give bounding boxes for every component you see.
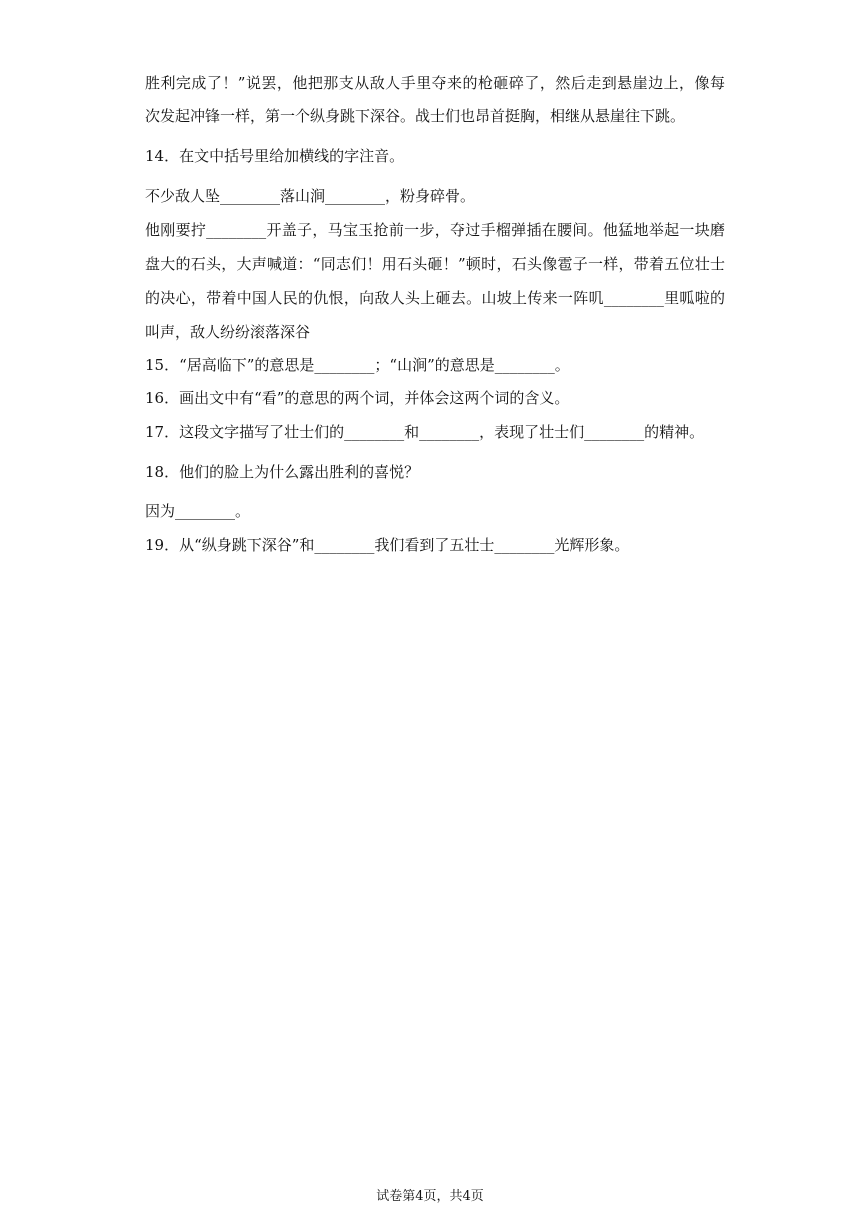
passage-line-2: 次发起冲锋一样，第一个纵身跳下深谷。战士们也昂首挺胸，相继从悬崖往下跳。 (145, 107, 686, 125)
question-16: 16．画出文中有“看”的意思的两个词，并体会这两个词的含义。 (145, 389, 570, 407)
passage-line-1: 胜利完成了！”说罢，他把那支从敌人手里夺来的枪砸碎了，然后走到悬崖边上，像每 (145, 74, 725, 92)
question-17: 17．这段文字描写了壮士们的________和________，表现了壮士们________的精神。 (145, 423, 705, 441)
question-14-sentence-2: 他刚要拧________开盖子，马宝玉抢前一步，夺过手榴弹插在腰间。他猛地举起一块磨 (145, 221, 725, 239)
question-14-sentence-1: 不少敌人坠________落山涧________，粉身碎骨。 (145, 187, 476, 205)
question-15: 15．“居高临下”的意思是________；“山涧”的意思是________。 (145, 356, 570, 374)
question-14-sentence-5: 叫声，敌人纷纷滚落深谷 (145, 323, 311, 341)
question-14-stem: 14．在文中括号里给加横线的字注音。 (145, 147, 405, 165)
page-footer: 试卷第4页，共4页 (376, 1189, 484, 1204)
question-14-sentence-4: 的决心，带着中国人民的仇恨，向敌人头上砸去。山坡上传来一阵叽________里呱啦的 (145, 289, 725, 307)
question-14-sentence-3: 盘大的石头，大声喊道：“同志们！用石头砸！”顿时，石头像雹子一样，带着五位壮士 (145, 255, 725, 273)
question-19: 19．从“纵身跳下深谷”和________我们看到了五壮士________光辉形象。 (145, 536, 630, 554)
question-18-answer: 因为________。 (145, 502, 251, 520)
question-18-stem: 18．他们的脸上为什么露出胜利的喜悦？ (145, 463, 420, 481)
